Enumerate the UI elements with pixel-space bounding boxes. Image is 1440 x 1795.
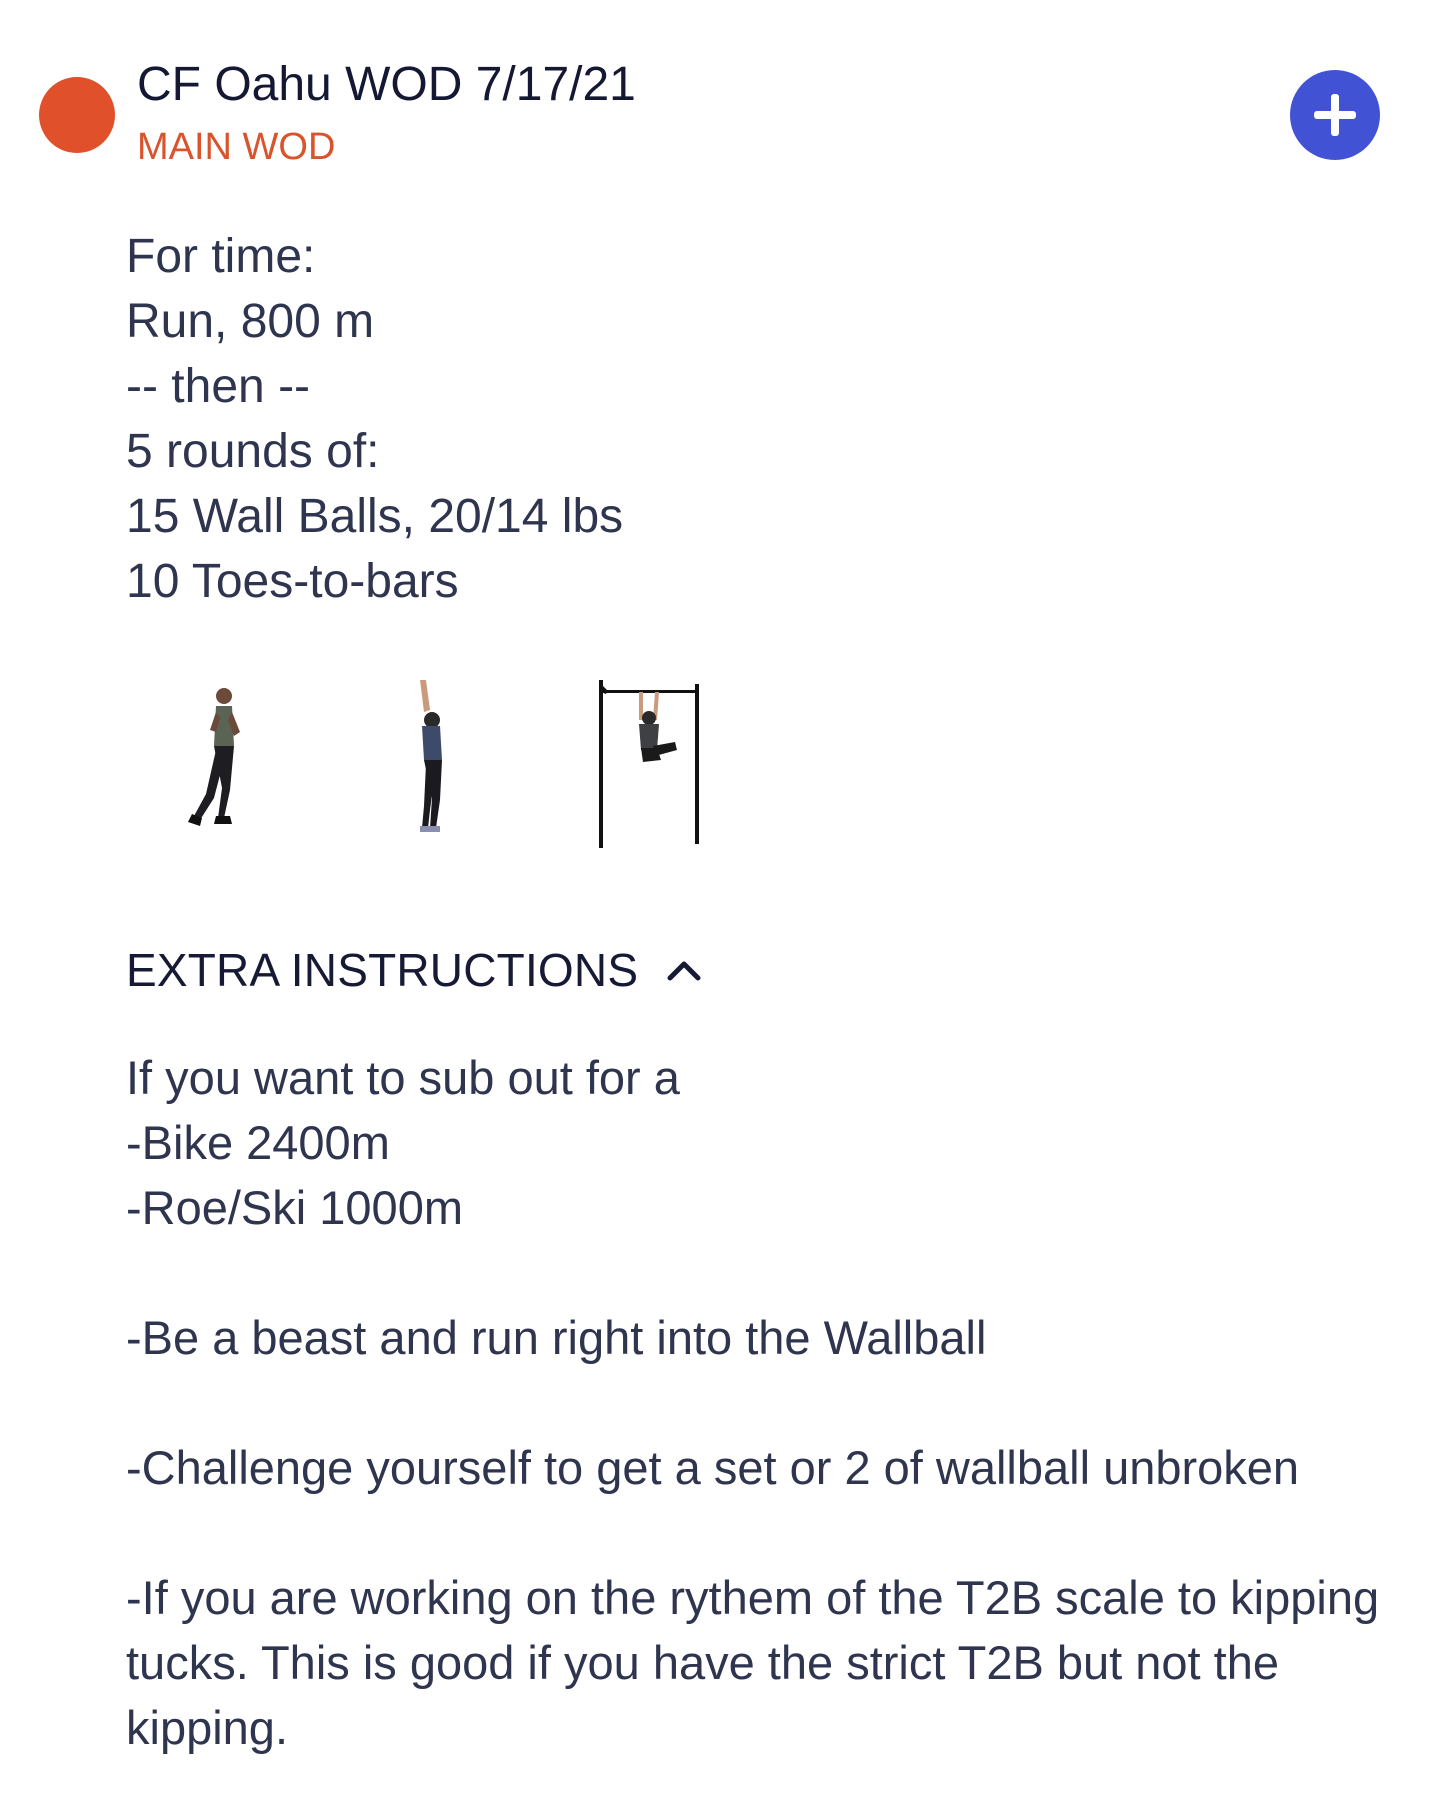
instruction-line: If you want to sub out for a (126, 1051, 680, 1104)
workout-line: 5 rounds of: (126, 425, 380, 478)
instruction-line: -Be a beast and run right into the Wallball (126, 1311, 987, 1364)
add-button[interactable] (1290, 70, 1380, 160)
status-dot (39, 77, 115, 153)
running-figure-icon (180, 680, 260, 840)
instruction-line: -Challenge yourself to get a set or 2 of wallball unbroken (126, 1441, 1300, 1494)
workout-description (126, 224, 623, 614)
wall-ball-figure-icon (400, 680, 460, 840)
workout-line: For time: (126, 230, 316, 283)
chevron-up-icon (664, 950, 704, 990)
workout-line: -- then -- (126, 360, 311, 413)
workout-line: 10 Toes-to-bars (126, 555, 459, 608)
extra-instructions-toggle[interactable] (126, 940, 704, 1000)
extra-instructions-text (126, 1045, 1396, 1760)
toes-to-bar-figure-icon (595, 680, 715, 850)
instruction-line: -Roe/Ski 1000m (126, 1181, 463, 1234)
plus-icon (1290, 70, 1380, 160)
instruction-line: -If you are working on the rythem of the T2B scale to kipping tucks. This is good if you have the strict T2B but not the kipping. (126, 1571, 1380, 1754)
workout-line: Run, 800 m (126, 295, 375, 348)
section-label: MAIN WOD (137, 126, 336, 168)
section-heading: EXTRA INSTRUCTIONS (126, 944, 639, 996)
movement-figures (180, 680, 720, 850)
page-title: CF Oahu WOD 7/17/21 (137, 58, 636, 111)
workout-line: 15 Wall Balls, 20/14 lbs (126, 490, 624, 543)
instruction-line: -Bike 2400m (126, 1116, 390, 1169)
